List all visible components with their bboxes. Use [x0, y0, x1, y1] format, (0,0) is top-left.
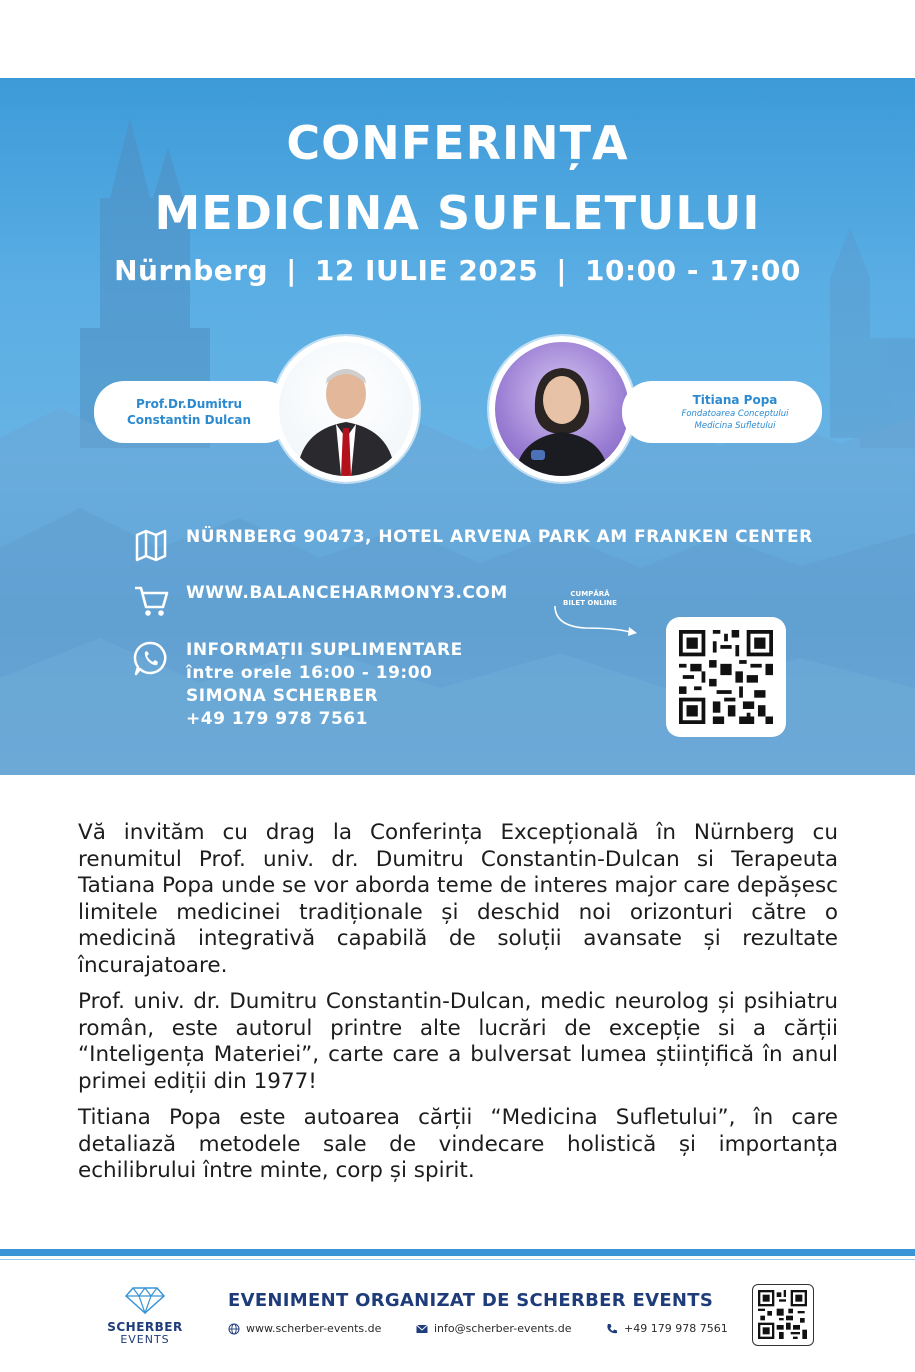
speaker-photo-popa	[489, 336, 635, 482]
speaker-role-line1: Fondatoarea Conceptului	[681, 409, 789, 419]
diamond-icon	[125, 1286, 165, 1314]
location-text: NÜRNBERG 90473, HOTEL ARVENA PARK AM FRANKEN CENTER	[186, 527, 813, 547]
buy-label-line2: BILET ONLINE	[563, 599, 617, 607]
person-portrait-icon	[279, 342, 413, 476]
extra-info-title: INFORMAȚII SUPLIMENTARE	[186, 640, 463, 660]
scherber-events-logo	[100, 1286, 190, 1346]
speaker-tag-popa	[622, 381, 822, 443]
hero-banner	[0, 78, 915, 775]
footer-accent-bar	[0, 1249, 915, 1256]
qr-code-icon	[679, 630, 773, 724]
event-subtitle	[0, 254, 915, 287]
logo-title: SCHERBER	[107, 1320, 183, 1334]
mail-icon	[416, 1323, 428, 1335]
footer-email[interactable]	[416, 1322, 572, 1335]
speaker-role-line2: Medicina Sufletului	[694, 421, 776, 431]
footer-phone-number[interactable]: +49 179 978 7561	[624, 1322, 728, 1335]
separator: |	[556, 254, 568, 287]
extra-info-block	[186, 639, 463, 731]
buy-ticket-label	[555, 590, 625, 608]
footer-website[interactable]	[228, 1322, 381, 1335]
speaker-name-line2: Constantin Dulcan	[126, 413, 252, 427]
whatsapp-icon	[132, 639, 170, 677]
extra-info-row	[132, 639, 463, 731]
event-city: Nürnberg	[114, 254, 269, 287]
curved-arrow-icon	[545, 578, 645, 638]
event-date: 12 IULIE 2025	[314, 254, 539, 287]
speaker-name: Titiana Popa	[692, 393, 778, 407]
qr-code-icon	[758, 1290, 807, 1339]
speaker-tag-dulcan	[94, 381, 294, 443]
description-paragraph: Prof. univ. dr. Dumitru Constantin-Dulcan, medic neurolog și psihiatru român, este autorul printre alte lucrări de excepție si a cărții “Inteligența Materiei”, carte care a bulversat lumea științifică în anul primei ediții din 1977!	[78, 989, 838, 1094]
website-link[interactable]: WWW.BALANCEHARMONY3.COM	[186, 583, 508, 603]
map-icon	[132, 526, 170, 564]
separator: |	[286, 254, 297, 287]
contact-phone[interactable]: +49 179 978 7561	[186, 709, 368, 729]
footer-email-link[interactable]: info@scherber-events.de	[434, 1322, 572, 1335]
event-title-line1: CONFERINȚA	[286, 116, 629, 170]
location-row	[132, 526, 813, 564]
phone-icon	[606, 1323, 618, 1335]
event-time: 10:00 - 17:00	[585, 254, 801, 287]
description-paragraph: Vă invităm cu drag la Conferința Excepțională în Nürnberg cu renumitul Prof. univ. dr. Dumitru Constantin-Dulcan si Terapeuta Tatiana Popa unde se vor aborda teme de interes major care depășesc limitele medicinei tradiționale și deschid noi orizonturi către o medicină integrativă capabilă de soluții avansate și rezultate încurajatoare.	[78, 820, 838, 978]
description-paragraph: Titiana Popa este autoarea cărții “Medicina Sufletului”, în care detaliază metodele sale de vindecare holistică și importanța echilibrului între minte, corp și spirit.	[78, 1105, 838, 1183]
footer-phone[interactable]	[606, 1322, 728, 1335]
person-portrait-icon	[495, 342, 629, 476]
footer-qr-code[interactable]	[752, 1284, 814, 1346]
globe-icon	[228, 1323, 240, 1335]
buy-label-line1: CUMPĂRĂ	[570, 590, 610, 598]
footer-divider	[0, 1259, 915, 1260]
speaker-name-line1: Prof.Dr.Dumitru	[135, 397, 243, 411]
footer-organizer-title: EVENIMENT ORGANIZAT DE SCHERBER EVENTS	[228, 1290, 714, 1311]
event-description	[78, 820, 838, 1195]
contact-name: SIMONA SCHERBER	[186, 686, 379, 706]
website-row[interactable]	[132, 582, 508, 620]
ticket-qr-code[interactable]	[666, 617, 786, 737]
cart-icon	[132, 582, 170, 620]
extra-info-hours: între orele 16:00 - 19:00	[186, 663, 433, 683]
speaker-photo-dulcan	[273, 336, 419, 482]
footer-website-link[interactable]: www.scherber-events.de	[246, 1322, 382, 1335]
event-title-line2: MEDICINA SUFLETULUI	[154, 186, 761, 240]
logo-subtitle: EVENTS	[120, 1333, 170, 1346]
